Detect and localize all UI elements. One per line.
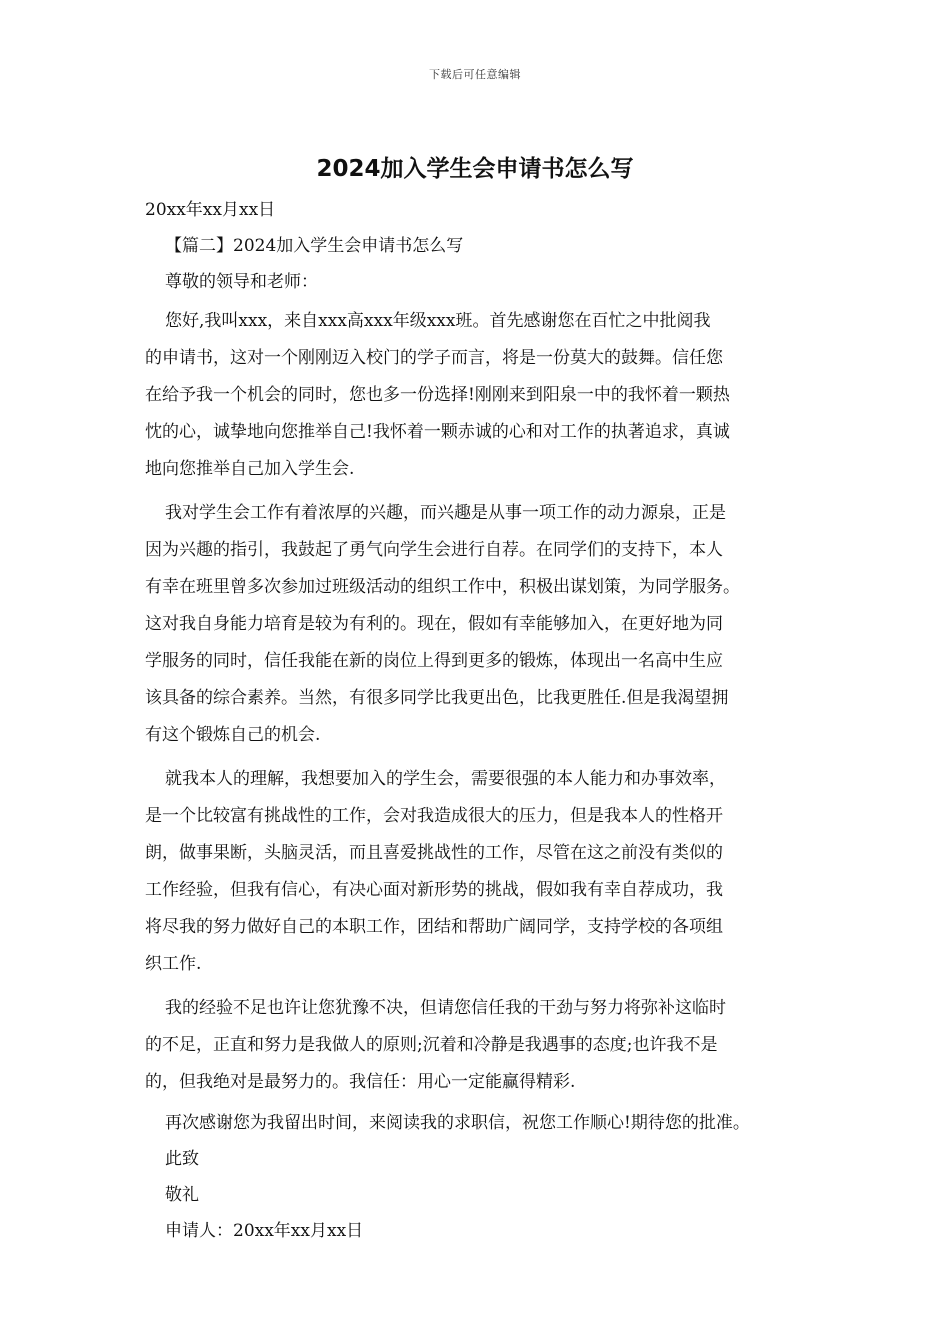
paragraph-line: 的申请书，这对一个刚刚迈入校门的学子而言，将是一份莫大的鼓舞。信任您 [145, 348, 723, 368]
paragraph-line: 朗，做事果断，头脑灵活，而且喜爱挑战性的工作，尽管在这之前没有类似的 [145, 843, 723, 863]
paragraph-line: 的，但我绝对是最努力的。我信任：用心一定能赢得精彩. [145, 1072, 576, 1092]
paragraph-line: 您好,我叫xxx，来自xxx高xxx年级xxx班。首先感谢您在百忙之中批阅我 [165, 311, 711, 331]
paragraph-line: 我对学生会工作有着浓厚的兴趣，而兴趣是从事一项工作的动力源泉，正是 [165, 503, 726, 523]
date-line: 20xx年xx月xx日 [145, 200, 276, 220]
signature-line: 申请人：20xx年xx月xx日 [165, 1221, 364, 1241]
paragraph-4 [145, 990, 813, 1101]
paragraph-1 [145, 303, 813, 488]
paragraph-line: 忱的心，诚挚地向您推举自己!我怀着一颗赤诚的心和对工作的执著追求，真诚 [145, 422, 730, 442]
document-title: 2024加入学生会申请书怎么写 [316, 156, 634, 182]
paragraph-line: 因为兴趣的指引，我鼓起了勇气向学生会进行自荐。在同学们的支持下，本人 [145, 540, 723, 560]
header-note: 下载后可任意编辑 [429, 68, 521, 81]
closing-regards: 敬礼 [165, 1185, 199, 1205]
closing-thanks: 再次感谢您为我留出时间，来阅读我的求职信，祝您工作顺心!期待您的批准。 [165, 1113, 750, 1133]
greeting: 尊敬的领导和老师： [165, 272, 318, 292]
paragraph-line: 学服务的同时，信任我能在新的岗位上得到更多的锻炼，体现出一名高中生应 [145, 651, 723, 671]
paragraph-line: 将尽我的努力做好自己的本职工作，团结和帮助广阔同学，支持学校的各项组 [145, 917, 723, 937]
paragraph-line: 有这个锻炼自己的机会. [145, 725, 321, 745]
paragraph-line: 织工作. [145, 954, 202, 974]
paragraph-2 [145, 495, 813, 754]
document-body [145, 195, 813, 1252]
paragraph-3 [145, 761, 813, 983]
paragraph-line: 有幸在班里曾多次参加过班级活动的组织工作中，积极出谋划策，为同学服务。 [145, 577, 740, 597]
paragraph-line: 是一个比较富有挑战性的工作，会对我造成很大的压力，但是我本人的性格开 [145, 806, 723, 826]
paragraph-line: 就我本人的理解，我想要加入的学生会，需要很强的本人能力和办事效率， [165, 769, 726, 789]
paragraph-line: 这对我自身能力培育是较为有利的。现在，假如有幸能够加入，在更好地为同 [145, 614, 723, 634]
closing-salutation: 此致 [165, 1149, 199, 1169]
paragraph-line: 地向您推举自己加入学生会. [145, 459, 355, 479]
paragraph-line: 该具备的综合素养。当然，有很多同学比我更出色，比我更胜任.但是我渴望拥 [145, 688, 729, 708]
paragraph-line: 在给予我一个机会的同时，您也多一份选择!刚刚来到阳泉一中的我怀着一颗热 [145, 385, 730, 405]
paragraph-line: 的不足，正直和努力是我做人的原则;沉着和冷静是我遇事的态度;也许我不是 [145, 1035, 718, 1055]
paragraph-line: 工作经验，但我有信心，有决心面对新形势的挑战，假如我有幸自荐成功，我 [145, 880, 723, 900]
paragraph-line: 我的经验不足也许让您犹豫不决，但请您信任我的干劲与努力将弥补这临时 [165, 998, 726, 1018]
section-label: 【篇二】2024加入学生会申请书怎么写 [165, 236, 464, 256]
